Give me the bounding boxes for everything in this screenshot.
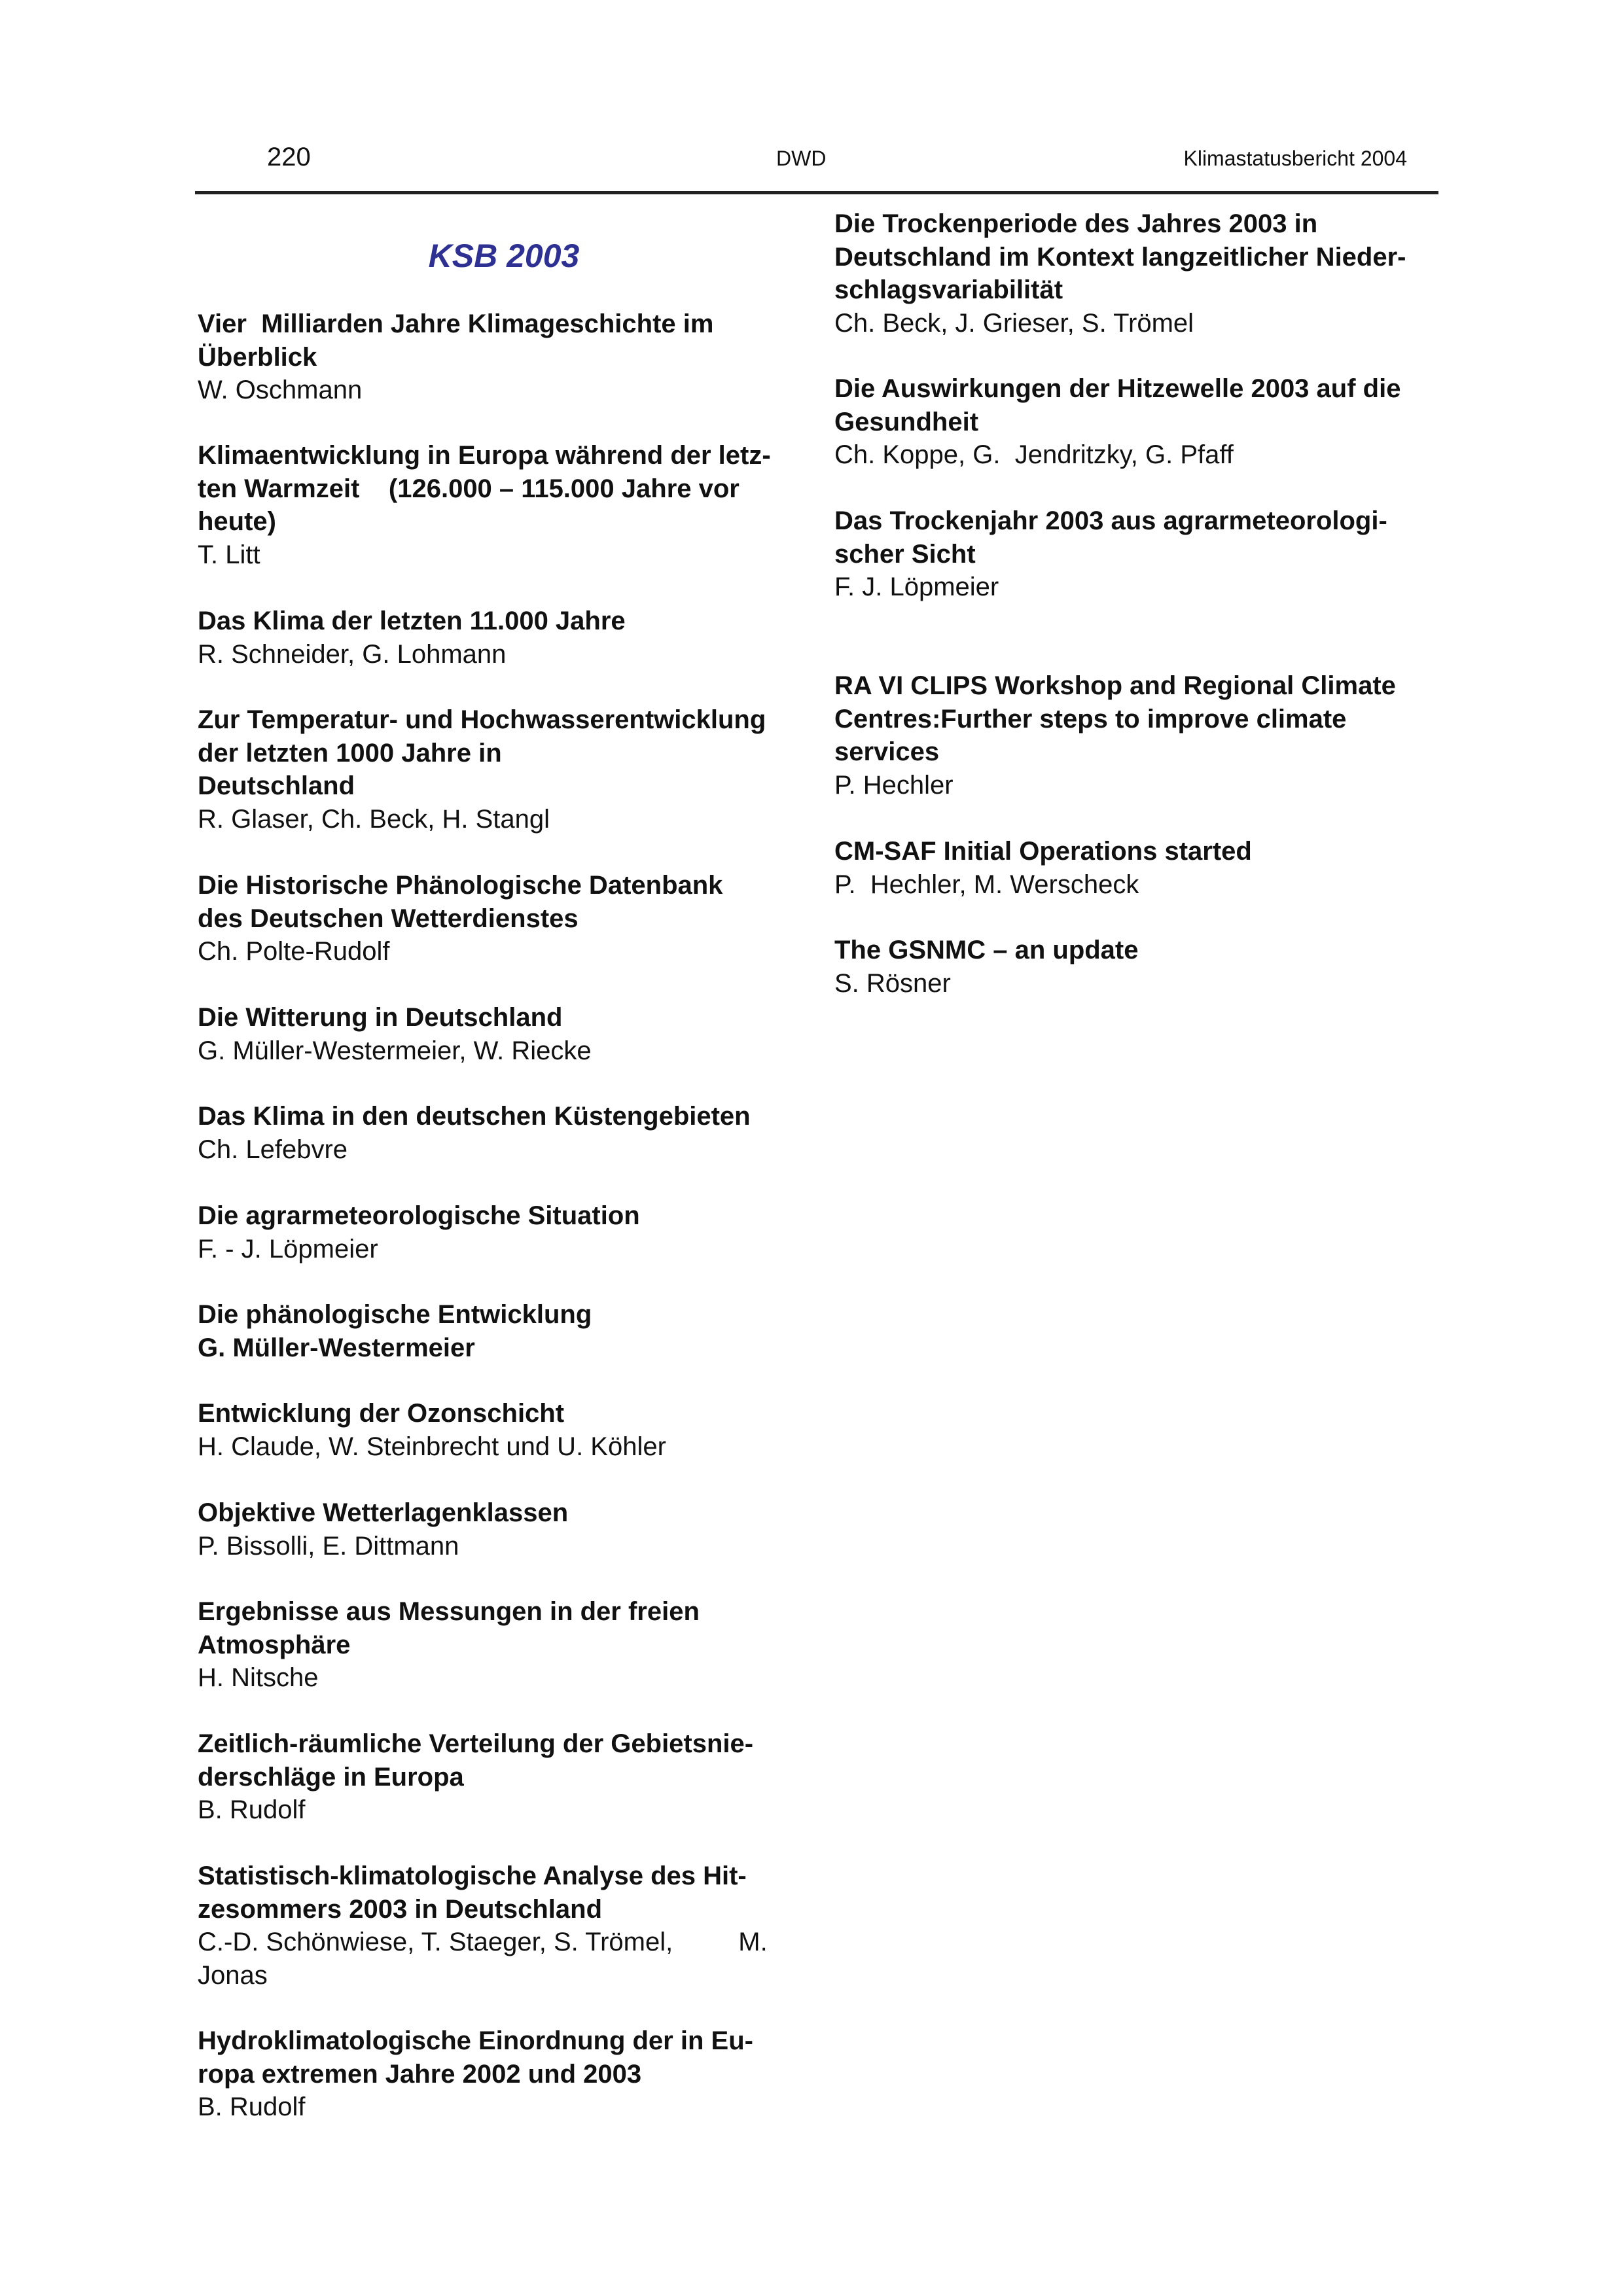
entry-authors: H. Nitsche: [198, 1663, 319, 1692]
toc-entry: [198, 1860, 800, 1992]
entry-authors: W. Oschmann: [198, 376, 363, 404]
entry-authors: T. Litt: [198, 540, 260, 569]
entry-authors: Ch. Koppe, G. Jendritzky, G. Pfaff: [834, 440, 1234, 469]
entry-authors: P. Hechler: [834, 770, 954, 800]
entry-title: Entwicklung der Ozonschicht: [198, 1399, 565, 1428]
entry-title: Die Auswirkungen der Hitzewelle 2003 auf die Gesundheit: [834, 374, 1401, 436]
publisher-label: DWD: [776, 147, 827, 170]
entry-title: Objektive Wetterlagenklassen: [198, 1498, 569, 1527]
section-heading: KSB 2003: [428, 238, 580, 274]
toc-entry: [198, 1727, 800, 1827]
toc-entry: [198, 605, 800, 671]
entry-title: Die Trockenperiode des Jahres 2003 in Deutschland im Kontext langzeitlicher Nieder- schlagsvariabilität: [834, 209, 1406, 304]
page-number: 220: [267, 143, 311, 171]
entry-title: Zeitlich-räumliche Verteilung der Gebietsnie- derschläge in Europa: [198, 1729, 754, 1792]
toc-entry: [834, 504, 1443, 604]
entry-title: Klimaentwicklung in Europa während der letz- ten Warmzeit (126.000 – 115.000 Jahre vor heute): [198, 441, 771, 536]
entry-title: CM-SAF Initial Operations started: [834, 837, 1252, 866]
entry-authors: B. Rudolf: [198, 1795, 306, 1824]
entry-authors: H. Claude, W. Steinbrecht und U. Köhler: [198, 1432, 666, 1461]
entry-title: Die Historische Phänologische Datenbank des Deutschen Wetterdienstes: [198, 871, 723, 933]
entry-authors: C.-D. Schönwiese, T. Staeger, S. Trömel, M. Jonas: [198, 1928, 768, 1990]
entry-authors: S. Rösner: [834, 968, 951, 998]
entry-authors: Ch. Polte-Rudolf: [198, 937, 390, 966]
report-title: Klimastatusbericht 2004: [1183, 147, 1407, 170]
toc-entry: [834, 669, 1443, 802]
toc-entry: [198, 1397, 800, 1463]
entry-authors: Ch. Lefebvre: [198, 1135, 348, 1164]
toc-entry: [198, 1100, 800, 1166]
entry-title: Vier Milliarden Jahre Klimageschichte im Überblick: [198, 309, 714, 372]
entry-authors: R. Schneider, G. Lohmann: [198, 639, 507, 669]
toc-entry: [834, 934, 1443, 1000]
entry-title: Die Witterung in Deutschland: [198, 1003, 563, 1032]
entry-title: Das Klima der letzten 11.000 Jahre: [198, 607, 626, 635]
entry-title: The GSNMC – an update: [834, 936, 1139, 964]
toc-entry: [834, 372, 1443, 472]
toc-entry: [198, 308, 800, 407]
entry-authors: Ch. Beck, J. Grieser, S. Trömel: [834, 308, 1194, 338]
entry-title: Die agrarmeteorologische Situation: [198, 1201, 640, 1230]
page-header: [195, 139, 1438, 194]
entry-title: Statistisch-klimatologische Analyse des Hit- zesommers 2003 in Deutschland: [198, 1862, 747, 1924]
entry-authors: B. Rudolf: [198, 2093, 306, 2121]
toc-entry: [198, 1496, 800, 1563]
entry-title: Zur Temperatur- und Hochwasserentwicklung der letzten 1000 Jahre in Deutschland: [198, 705, 766, 800]
toc-entry: [198, 1001, 800, 1067]
toc-entry: [834, 835, 1443, 901]
toc-entry: [198, 2024, 800, 2124]
toc-entry: [834, 207, 1443, 340]
entry-authors: P. Bissolli, E. Dittmann: [198, 1531, 459, 1561]
toc-entry: [198, 703, 800, 836]
entry-title: Das Klima in den deutschen Küstengebieten: [198, 1102, 751, 1131]
toc-entry: [198, 1199, 800, 1265]
toc-entry: [198, 869, 800, 968]
entry-title: Die phänologische Entwicklung G. Müller-Westermeier: [198, 1300, 592, 1362]
entry-title: Hydroklimatologische Einordnung der in Eu- ropa extremen Jahre 2002 und 2003: [198, 2026, 753, 2089]
entry-authors: P. Hechler, M. Werscheck: [834, 870, 1139, 899]
entry-title: Ergebnisse aus Messungen in der freien Atmosphäre: [198, 1597, 700, 1659]
toc-entry: [198, 439, 800, 571]
entry-authors: F. J. Löpmeier: [834, 573, 999, 601]
entry-title: RA VI CLIPS Workshop and Regional Climate Centres:Further steps to improve climate services: [834, 671, 1396, 766]
entry-title: Das Trockenjahr 2003 aus agrarmeteorologi- scher Sicht: [834, 506, 1387, 569]
toc-entry: [198, 1595, 800, 1695]
entry-authors: G. Müller-Westermeier, W. Riecke: [198, 1036, 592, 1065]
entry-authors: R. Glaser, Ch. Beck, H. Stangl: [198, 804, 550, 834]
toc-entry: [198, 1298, 800, 1364]
entry-authors: F. - J. Löpmeier: [198, 1234, 378, 1263]
